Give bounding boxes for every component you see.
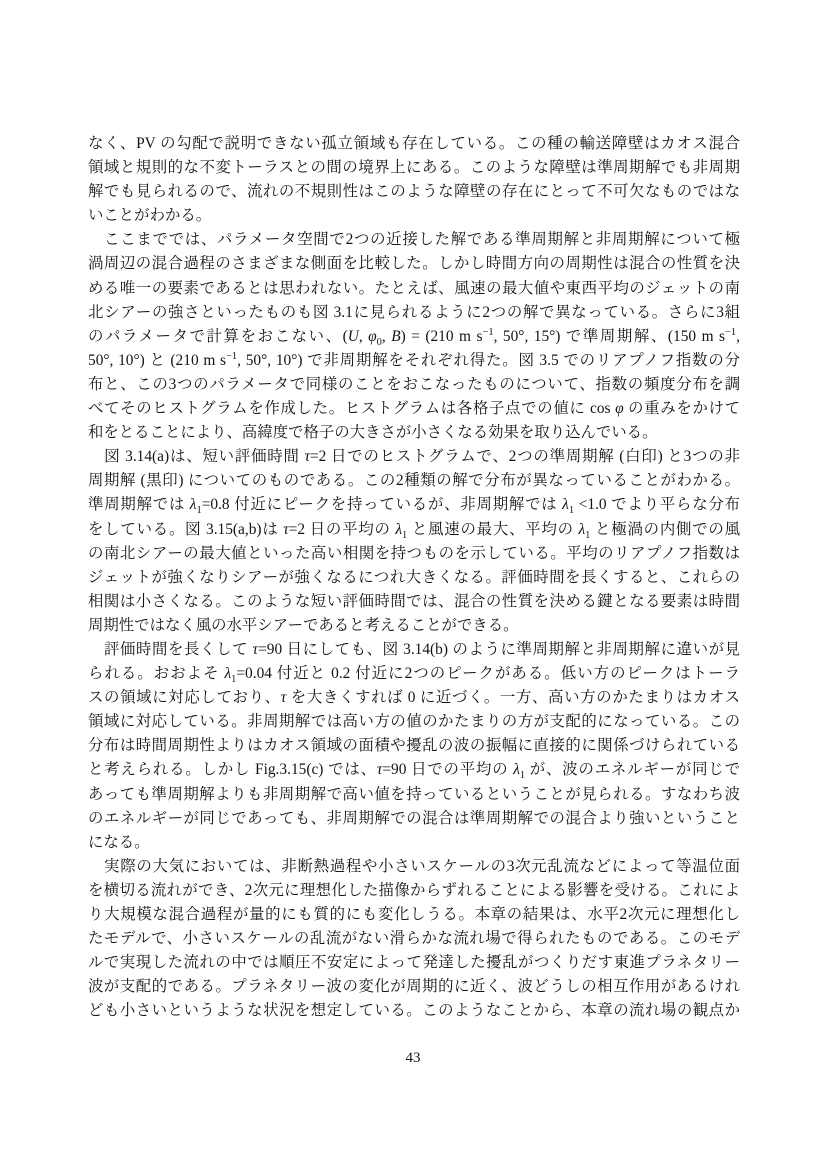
text-line: の南北シアーの最大値といった高い相関を持つものを示している。平均のリアプノフ指数は [88,544,740,562]
text-line: 評価時間を長くして τ=90 日にしても、図 3.14(b) のように準周期解と非周期解に違いが見 [88,640,740,658]
text-line: ルで実現した流れの中では順圧不安定によって発達した擾乱がつくりだす東進プラネタリー [88,954,740,972]
text-line: 領域と規則的な不変トーラスとの間の境界上にある。このような障壁は準周期解でも非周期 [88,159,740,177]
paragraph [88,445,740,638]
text-line: になる。 [88,833,150,851]
text-line: ここまででは、パラメータ空間で2つの近接した解である準周期解と非周期解について極 [88,231,740,249]
text-line: をしている。図 3.15(a,b)は τ=2 日の平均の $\lambda_1$ と風速の最大、平均の $\lambda_1$ と極渦の内側での風 [88,520,740,541]
text-line: ジェットが強くなりシアーが強くなるにつれ大きくなる。評価時間を長くすると、これらの [88,568,740,586]
text-line: 実際の大気においては、非断熱過程や小さいスケールの3次元乱流などによって等温位面 [88,857,740,875]
text-line: 分布は時間周期性よりはカオス領域の面積や擾乱の波の振幅に直接的に関係づけられている [88,737,740,755]
text-line: べてそのヒストグラムを作成した。ヒストグラムは各格子点での値に cos φ の重みをかけて [88,400,740,418]
text-line: 周期性ではなく風の水平シアーであると考えることができる。 [88,616,519,634]
text-line: 領域に対応している。非周期解では高い方の値のかたまりの方が支配的になっている。この [88,713,740,731]
text-line: 周期解 (黒印) についてのものである。この2種類の解で分布が異なっていることがわかる。 [88,472,740,490]
text-line: と考えられる。しかし Fig.3.15(c) では、τ=90 日での平均の $\lambda_1$ が、波のエネルギーが同じで [88,761,740,782]
text-line: あっても準周期解よりも非周期解で高い値を持っているということが見られる。すなわち波 [88,785,740,803]
text-line: 波が支配的である。プラネタリー波の変化が周期的に近く、波どうしの相互作用があるけれ [88,978,740,996]
text-line: ども小さいというような状況を想定している。このようなことから、本章の流れ場の観点か [88,1002,740,1020]
page-number: 43 [405,1050,421,1066]
paragraph [88,132,740,228]
body-text [88,132,740,1023]
text-line: 和をとることにより、高緯度で格子の大きさが小さくなる効果を取り込んでいる。 [88,424,658,442]
text-line: 渦周辺の混合過程のさまざまな側面を比較した。しかし時間方向の周期性は混合の性質を決 [88,255,740,273]
text-line: られる。おおよそ $\lambda_1=0.04$ 付近と 0.2 付近に2つのピークがある。低い方のピークはトーラ [88,665,740,686]
text-line: なく、PV の勾配で説明できない孤立領域も存在している。この種の輸送障壁はカオス混合 [88,135,740,152]
text-line: 解でも見られるので、流れの不規則性はこのような障壁の存在にとって不可欠なものではな [88,183,740,201]
text-line: 布と、この3つのパラメータで同様のことをおこなったものについて、指数の頻度分布を調 [88,375,740,393]
text-line: スの領域に対応しており、τ を大きくすれば 0 に近づく。一方、高い方のかたまりはカオス [88,689,740,707]
text-line: たモデルで、小さいスケールの乱流がない滑らかな流れ場で得られたものである。このモデ [88,930,740,948]
text-line: 北シアーの強さといったものも図 3.1に見られるように2つの解で異なっている。さらに3組 [88,303,740,321]
text-line: のパラメータで計算をおこない、(U, $\varphi_0$, B) = (210 m $s^{-1}$, 50°, 15°) で準周期解、(150 m $s^{-1}$, [88,326,740,348]
text-line: 図 3.14(a)は、短い評価時間 τ=2 日でのヒストグラムで、2つの準周期解 (白印) と3つの非 [88,448,740,466]
paragraph [88,638,740,855]
text-line: り大規模な混合過程が量的にも質的にも変化しうる。本章の結果は、水平2次元に理想化し [88,906,740,923]
text-line: のエネルギーが同じであっても、非周期解での混合は準周期解での混合より強いということ [88,809,740,827]
text-line: いことがわかる。 [88,207,212,225]
text-line: める唯一の要素であるとは思われない。たとえば、風速の最大値や東西平均のジェットの南 [88,279,740,297]
text-line: 50°, 10°) と (210 m $s^{-1}$, 50°, 10°) で非周期解をそれぞれ得た。図 3.5 でのリアプノフ指数の分 [88,350,741,369]
text-line: 準周期解では $\lambda_1=0.8$ 付近にピークを持っているが、非周期解では $\lambda_1 <1.0$ でより平らな分布 [88,496,740,517]
text-line: 相関は小さくなる。このような短い評価時間では、混合の性質を決める鍵となる要素は時間 [88,592,740,610]
paragraph [88,228,740,445]
paragraph [88,855,740,1024]
text-line: を横切る流れができ、2次元に理想化した描像からずれることによる影響を受ける。これによ [88,881,740,899]
